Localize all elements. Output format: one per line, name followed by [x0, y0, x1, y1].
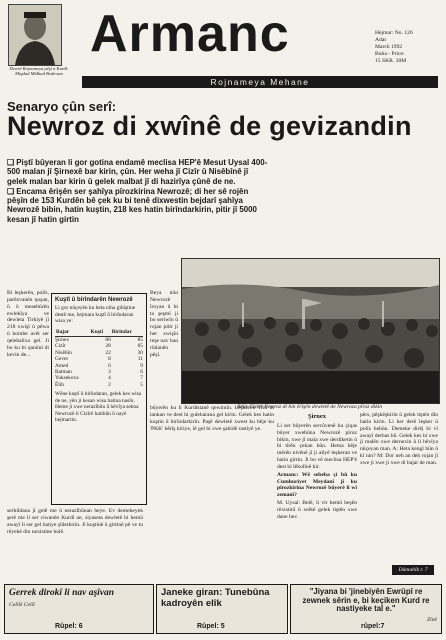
- killed-cell: 80: [105, 337, 111, 344]
- issue-date: March 1992: [375, 44, 403, 51]
- price-value: 15 SKR. 30M: [375, 58, 407, 65]
- teaser-box[interactable]: [290, 584, 442, 634]
- city-cell: Gever: [55, 356, 69, 363]
- price-label: Buha - Price:: [375, 51, 405, 58]
- sidebar-title: Kuştî û birîndarên Newrozê: [55, 297, 133, 303]
- killed-cell: 22: [105, 349, 111, 356]
- table-header: Birîndar: [111, 328, 143, 337]
- lead-summary: [7, 158, 269, 225]
- wounded-cell: 30: [137, 349, 143, 356]
- article-column-right-b: [360, 412, 438, 468]
- issue-month: Adar: [375, 37, 387, 44]
- teaser-box[interactable]: [156, 584, 288, 634]
- main-headline: Newroz di xwînê de gevizandin: [7, 111, 412, 141]
- teaser-page: Rûpel: 5: [197, 623, 225, 630]
- article-column-bottom-left: [7, 508, 143, 536]
- interview-answer: M. Uysal: Belê, li vir hemû beşên rêxistinî û xelkê gelek tiştên xwe dane hev.: [277, 500, 357, 520]
- wounded-cell: 11: [137, 356, 143, 363]
- issue-info: [375, 30, 413, 65]
- article-subhead: Şirnex: [307, 413, 327, 420]
- wounded-cell: 9: [140, 362, 143, 369]
- article-paragraph: Bi leşkerên, polîs, parêzvanên qoşan, û û mesebûrên ewlekîya ve dewleta Tirkiyê jî 218 xwişî û pêwa û bombe avêt ser qelebalixa gel. Ji bo ku bi qanûnî di kevin de...: [7, 290, 49, 358]
- crowd-photo: [181, 258, 440, 404]
- article-paragraph: serhildana jî gelê me û nerazîbûnan heye. Ev demekeyek şerê me li ser ciwanên Kurdî ne, siyaseta dewletê bi hemû awayî li ser gel hatiye şîdetkirin. Ji kuştinê û girtinê pê ve tu rêyekê din nexistine holê.: [7, 508, 143, 535]
- city-cell: Êlih: [55, 381, 64, 388]
- table-header: Bajar: [55, 328, 90, 337]
- continued-badge[interactable]: Dûmahîk r. 7: [392, 565, 434, 575]
- killed-cell: 3: [108, 369, 111, 376]
- sidebar-outro: Wêne kuştî û birîndaran, gelek kes wisa de ne, yên ji kesan wisa hatina nasîn. Heme ji xwe nerazîbûn û hêvîya sekna Newrozê li Cizîrê hatibûn û nayê hejmartin.: [55, 391, 142, 423]
- casualty-sidebar: [51, 293, 147, 505]
- table-row: [55, 382, 143, 388]
- table-header: Kuştî: [90, 328, 111, 337]
- wounded-cell: 85: [137, 337, 143, 344]
- photo-caption: Rêûr Cîzîrê Newroz di bin êrîşên dewletê de Newroza pîroz dikin: [236, 404, 383, 410]
- teaser-box[interactable]: [4, 584, 154, 634]
- article-paragraph: Beya nûn Newrozê îroyan û bi ta şeşmî ji bo seriwîn û rojan pitir ji her xwişîn reşe nav ban rûdanên pêşî.: [150, 290, 178, 358]
- article-paragraph: bûyerên ku li Kurdistanê qewimîn. Leşkerên Tirk bi tankan ve dest bi gulebarana gel kirin. Gelek kes hatin kuştin û birîndarkirin. Paşê dewletê xwest ku bêje ku 'PKK' hêrîş kiriye, lê gel bi xwe şahidê rastîyê ye.: [150, 405, 274, 432]
- teaser-author: Celîlê Celîl: [9, 601, 35, 608]
- article-paragraph: Li ser bûyerên sercûvenê ku çiqas bûyer xwebûna Newrozê pîroz bikin, xwe jî mala xwe derdiketin û bi tîrên çekan bûn. Hema bêje mêrên nivênê jî ji aliyê leşkeran ve hatin girtin. Ji bo vê meclisa HEP'ê dest bi lêkolînê kir.: [277, 422, 357, 470]
- issue-number: Hejmar: No. 126: [375, 30, 413, 36]
- teaser-title: Janeke giran: Tunebûna kadroyên elîk: [161, 587, 270, 609]
- interview-question: Armanc: Wê sebeba çi bû ku Cumhuriyet Meydanî jî ku pîrozkirina Newrozê bûyerê li wî zemanî?: [277, 471, 357, 499]
- killed-cell: 4: [108, 375, 111, 382]
- newspaper-subtitle: Rojnameya Mehane: [210, 77, 310, 87]
- killed-cell: 28: [105, 343, 111, 350]
- lead-paragraph: ❏ Piştî bûyeran li gor gotina endamê meclisa HEP'ê Mesut Uysal 400-500 malan jî Şirnexê bar kirin, çûn. Her weha jî Cizîr û Nisêbînê jî gelek malan bar kirin û gelek malbat jî di hazirîya çûnê de ne.: [7, 158, 268, 186]
- article-column-right-a: [277, 412, 357, 522]
- wounded-cell: 65: [137, 343, 143, 350]
- article-column-narrow: [150, 290, 178, 359]
- section-kicker: Senaryo çûn serî:: [7, 99, 117, 114]
- teaser-author: Zînê: [427, 616, 437, 623]
- casualty-table: [55, 328, 143, 389]
- founder-portrait: [8, 4, 62, 66]
- newspaper-title: Armanc: [90, 5, 290, 63]
- lead-paragraph: ❏ Encama êrişên ser şahîya pîrozkirina Newrozê; di her sê rojên pêşîn de 153 Kurdên bê çek ku bi tenê dixwestin bejdarî şahîya Newrozê bibin, hatin kuştin, 218 kes hatin birîndarkirin, pitir jî 5000 kesan jî hatin girtin: [7, 186, 257, 224]
- city-cell: Nisêbîn: [55, 349, 72, 356]
- teaser-title: "Jiyana bi 'jinebiyên Ewrûpî re zewnek sêrin e, bi keçiken Kurd re nastiyeke tal e.": [302, 587, 430, 614]
- killed-cell: 6: [108, 362, 111, 369]
- teaser-page: rûpel:7: [361, 623, 385, 630]
- sidebar-intro: Li gor nûçeyên ku heta niha gihîştine destê me, hejmara kuştî û birîndaran wisa ye:: [55, 305, 136, 325]
- article-column-left: [7, 290, 49, 359]
- city-cell: Batman: [55, 369, 72, 376]
- wounded-cell: 5: [140, 381, 143, 388]
- article-paragraph: pêrs, pêşkêşkirin û gelek tiştên din hatin kirin. Li her derê leşker û polîs hebûn. Demeke dirêj bi vî awayî derbas bû. Gelek kes bi xwe ji malên xwe dernexin û li hêvîya nûçeyan man. A: Heta kengî bûn û kî nin? M: Dor neh an deh rojan jî xwe ji xwe ji xwe di bajar de man.: [360, 412, 438, 466]
- portrait-caption: Dewrê Rojnameya pêşî a Kurdî: Miqdad Mîdhad Bedirxan: [9, 66, 69, 77]
- wounded-cell: 6: [140, 369, 143, 376]
- teaser-title: Gerrek dirokî li nav aşîvan: [9, 588, 115, 598]
- killed-cell: 2: [108, 381, 111, 388]
- killed-cell: 8: [108, 356, 111, 363]
- city-cell: Cizîr: [55, 343, 66, 350]
- article-column-middle: [150, 405, 274, 433]
- city-cell: Şirnex: [55, 337, 70, 344]
- teaser-page: Rûpel: 6: [55, 623, 83, 630]
- wounded-cell: 7: [140, 375, 143, 382]
- city-cell: Yuksekova: [55, 375, 79, 382]
- city-cell: Amed: [55, 362, 69, 369]
- table-row: [55, 337, 143, 344]
